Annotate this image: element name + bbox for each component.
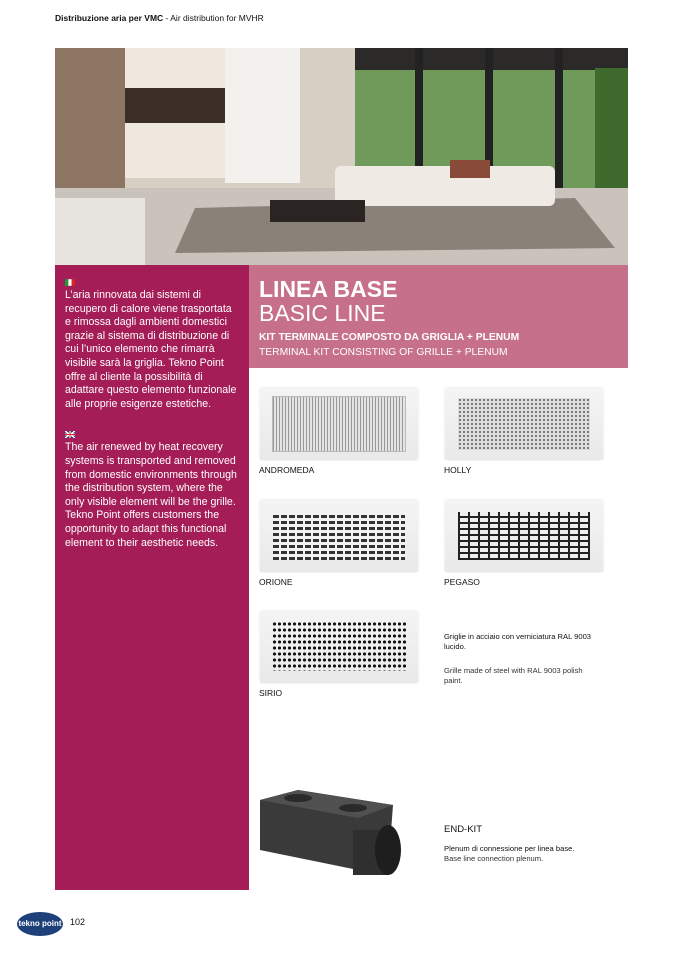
intro-panel xyxy=(55,265,249,890)
title-it: LINEA BASE xyxy=(259,276,398,302)
italian-flag-icon xyxy=(65,279,75,286)
material-it: Griglie in acciaio con verniciatura RAL 9003 lucido. xyxy=(444,632,592,651)
grille-label: PEGASO xyxy=(444,577,480,587)
uk-flag-icon xyxy=(65,431,75,438)
grille-label: HOLLY xyxy=(444,465,472,475)
header-bold: Distribuzione aria per VMC xyxy=(55,13,164,23)
end-kit-desc-it: Plenum di connessione per linea base. xyxy=(444,844,575,853)
header-sep: - xyxy=(163,13,171,23)
grille-label: SIRIO xyxy=(259,688,283,698)
title-panel xyxy=(249,265,628,368)
intro-text-en: The air renewed by heat recovery systems is transported and removed from domestic environments through the distribution system, where the only visible element will be the grille. Tekno Point offers customers the opportunity to adapt this functional element to their aesthetic needs. xyxy=(65,441,237,549)
end-kit-plenum-image xyxy=(258,780,418,885)
intro-text-it: L’aria rinnovata dai sistemi di recupero di calore viene trasportata e rimossa dagli ambienti domestici grazie al sistema di distribuzione di cui l’unico elemento che rimarrà visibile sarà la griglia. Tekno Point offre al cliente la possibilità di adattare questo elemento funzionale alle proprie esigenze estetiche. xyxy=(65,289,237,410)
end-kit-desc-en: Base line connection plenum. xyxy=(444,854,544,863)
grille-label: ORIONE xyxy=(259,577,293,587)
grille-orione-image xyxy=(260,500,418,572)
subtitle-en: TERMINAL KIT CONSISTING OF GRILLE + PLENUM xyxy=(259,347,508,358)
grille-andromeda-image xyxy=(260,388,418,460)
grille-holly-image xyxy=(445,388,603,460)
header-light: Air distribution for MVHR xyxy=(170,13,264,23)
title-en: BASIC LINE xyxy=(259,300,386,326)
interior-photo xyxy=(55,48,628,265)
page-header xyxy=(55,13,264,23)
grille-label: ANDROMEDA xyxy=(259,465,315,475)
end-kit-title: END-KIT xyxy=(444,824,482,835)
grille-pegaso-image xyxy=(445,500,603,572)
grille-sirio-image xyxy=(260,611,418,683)
tekno-point-logo: tekno point xyxy=(17,912,63,936)
page-number: 102 xyxy=(70,917,86,927)
material-en: Grille made of steel with RAL 9003 polish paint. xyxy=(444,666,583,685)
subtitle-it: KIT TERMINALE COMPOSTO DA GRIGLIA + PLENUM xyxy=(259,332,520,343)
